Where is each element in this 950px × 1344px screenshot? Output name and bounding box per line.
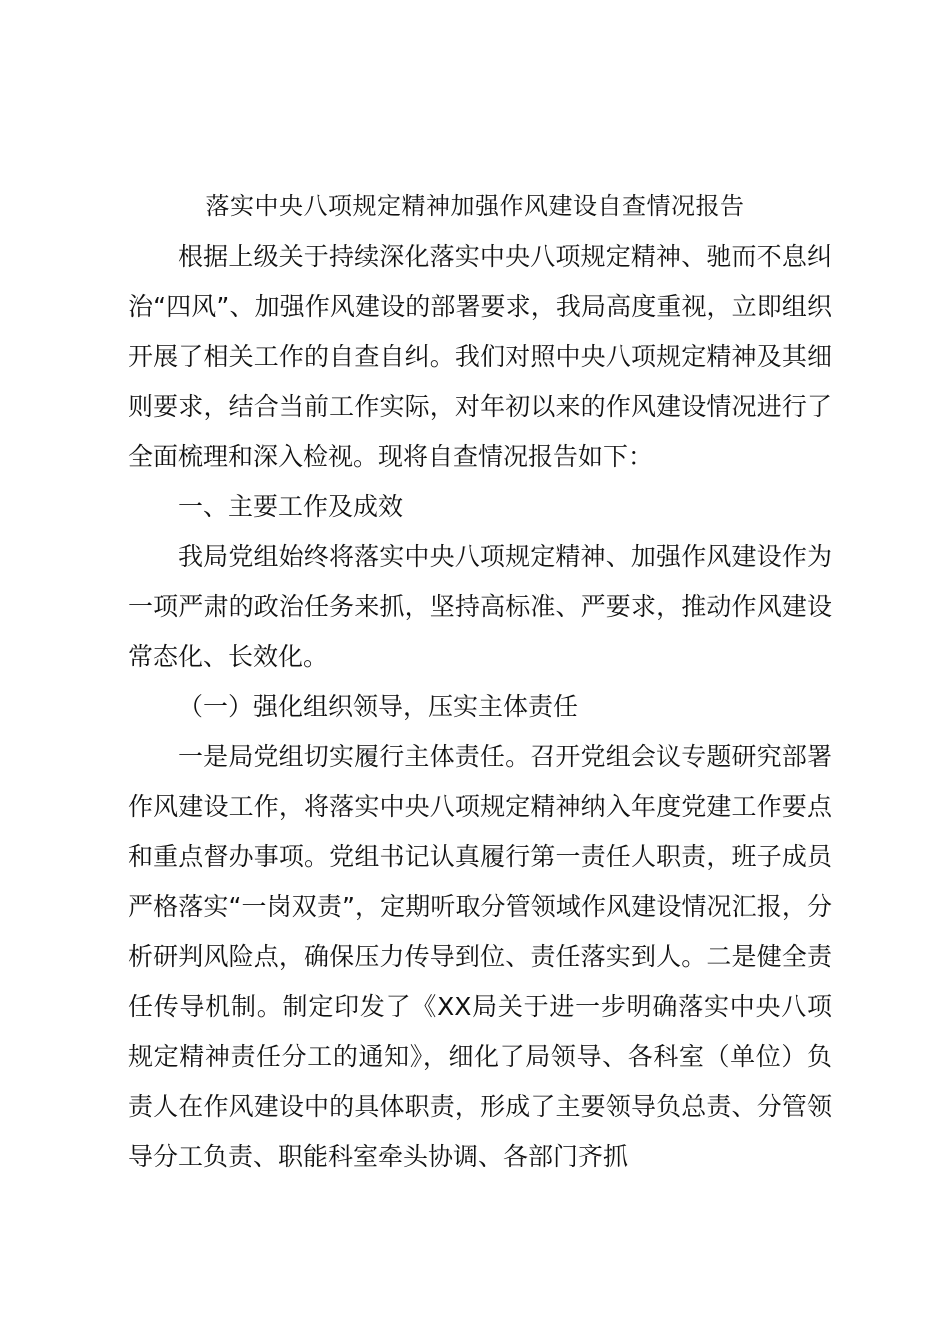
intro-paragraph: 根据上级关于持续深化落实中央八项规定精神、驰而不息纠治“四风”、加强作风建设的部署要求，我局高度重视，立即组织开展了相关工作的自查自纠。我们对照中央八项规定精神及其细则要求，结合当前工作实际，对年初以来的作风建设情况进行了全面梳理和深入检视。现将自查情况报告如下： xyxy=(128,242,832,471)
document-title: 落实中央八项规定精神加强作风建设自查情况报告 xyxy=(205,192,745,220)
section-heading: 一、主要工作及成效 xyxy=(178,492,404,521)
subsection-heading: （一）强化组织领导，压实主体责任 xyxy=(178,692,579,721)
section-paragraph: 我局党组始终将落实中央八项规定精神、加强作风建设作为一项严肃的政治任务来抓，坚持高标准、严要求，推动作风建设常态化、长效化。 xyxy=(128,542,832,671)
document-body xyxy=(128,232,832,1182)
subsection-paragraph: 一是局党组切实履行主体责任。召开党组会议专题研究部署作风建设工作，将落实中央八项规定精神纳入年度党建工作要点和重点督办事项。党组书记认真履行第一责任人职责，班子成员严格落实“一岗双责”，定期听取分管领域作风建设情况汇报，分析研判风险点，确保压力传导到位、责任落实到人。二是健全责任传导机制。制定印发了《XX局关于进一步明确落实中央八项规定精神责任分工的通知》，细化了局领导、各科室（单位）负责人在作风建设中的具体职责，形成了主要领导负总责、分管领导分工负责、职能科室牵头协调、各部门齐抓 xyxy=(128,742,832,1171)
